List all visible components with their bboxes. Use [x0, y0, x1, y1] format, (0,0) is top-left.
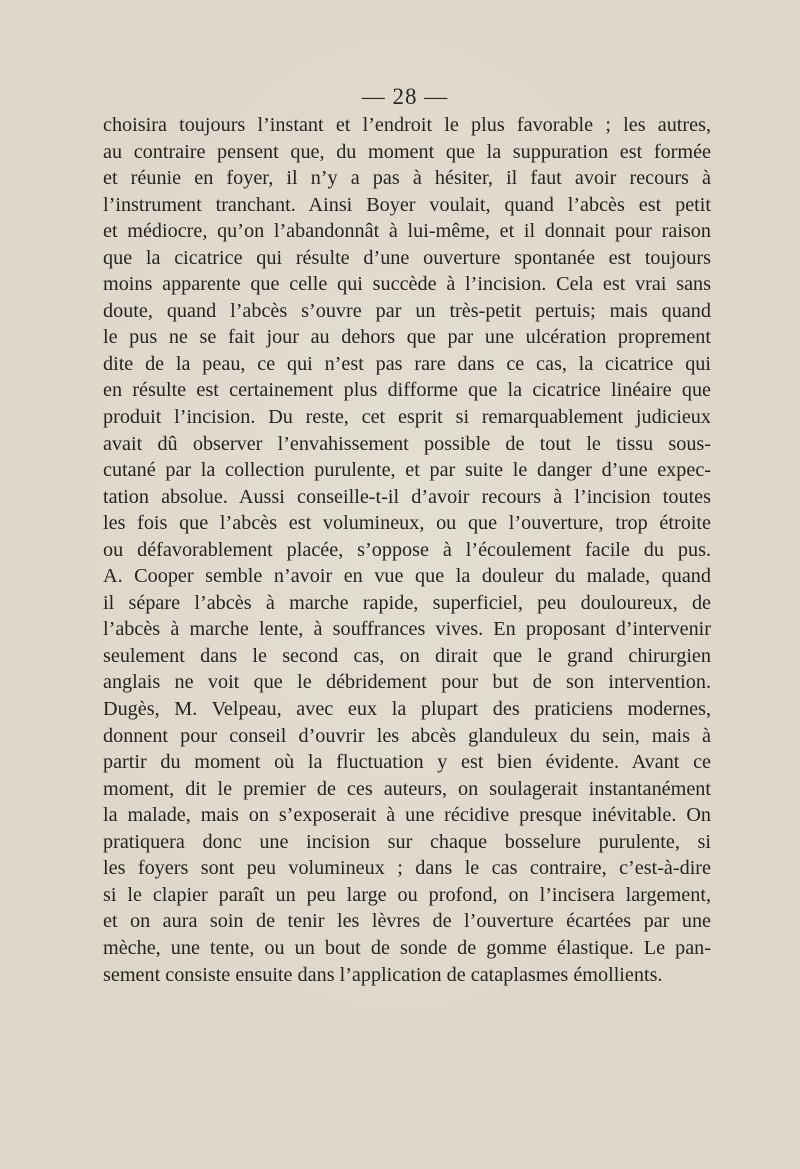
- text-line: produit l’incision. Du reste, cet esprit si remarquablement judicieux: [103, 406, 711, 429]
- text-line: l’abcès à marche lente, à souffrances vives. En proposant d’intervenir: [103, 618, 711, 641]
- text-line: dite de la peau, ce qui n’est pas rare dans ce cas, la cicatrice qui: [103, 352, 711, 375]
- text-line: et on aura soin de tenir les lèvres de l’ouverture écartées par une: [103, 910, 711, 933]
- text-line: A. Cooper semble n’avoir en vue que la douleur du malade, quand: [103, 565, 711, 588]
- page-number: — 28 —: [361, 84, 449, 109]
- text-line: les foyers sont peu volumineux ; dans le cas contraire, c’est-à-dire: [103, 857, 711, 880]
- text-line: en résulte est certainement plus difforme que la cicatrice linéaire que: [103, 379, 711, 402]
- text-line: cutané par la collection purulente, et par suite le danger d’une expec-: [103, 459, 711, 482]
- text-line: partir du moment où la fluctuation y est bien évidente. Avant ce: [103, 751, 711, 774]
- text-line: avait dû observer l’envahissement possible de tout le tissu sous-: [103, 432, 711, 455]
- text-line: et réunie en foyer, il n’y a pas à hésiter, il faut avoir recours à: [103, 167, 711, 190]
- text-line: choisira toujours l’instant et l’endroit le plus favorable ; les autres,: [103, 114, 711, 136]
- text-line: anglais ne voit que le débridement pour but de son intervention.: [103, 671, 711, 694]
- text-line: pratiquera donc une incision sur chaque bosselure purulente, si: [103, 830, 711, 853]
- text-line: sement consiste ensuite dans l’application de cataplasmes émollients.: [103, 963, 663, 986]
- text-line: donnent pour conseil d’ouvrir les abcès glanduleux du sein, mais à: [103, 724, 711, 747]
- text-line: et médiocre, qu’on l’abandonnât à lui-même, et il donnait pour raison: [103, 220, 711, 243]
- text-line: que la cicatrice qui résulte d’une ouverture spontanée est toujours: [103, 246, 711, 269]
- text-line: mèche, une tente, ou un bout de sonde de gomme élastique. Le pan-: [103, 936, 711, 959]
- body-text: [103, 112, 711, 988]
- text-line: l’instrument tranchant. Ainsi Boyer voulait, quand l’abcès est petit: [103, 193, 711, 216]
- text-line: les fois que l’abcès est volumineux, ou que l’ouverture, trop étroite: [103, 512, 711, 535]
- text-line: doute, quand l’abcès s’ouvre par un très-petit pertuis; mais quand: [103, 299, 711, 322]
- text-line: seulement dans le second cas, on dirait que le grand chirurgien: [103, 644, 711, 667]
- text-line: il sépare l’abcès à marche rapide, superficiel, peu douloureux, de: [103, 591, 711, 614]
- text-line: Dugès, M. Velpeau, avec eux la plupart des praticiens modernes,: [103, 698, 711, 721]
- text-line: le pus ne se fait jour au dehors que par une ulcération proprement: [103, 326, 711, 349]
- text-line: ou défavorablement placée, s’oppose à l’écoulement facile du pus.: [103, 538, 711, 561]
- text-line: si le clapier paraît un peu large ou profond, on l’incisera largement,: [103, 883, 711, 906]
- text-line: moins apparente que celle qui succède à l’incision. Cela est vrai sans: [103, 273, 711, 296]
- text-line: au contraire pensent que, du moment que la suppuration est formée: [103, 140, 711, 163]
- text-line: la malade, mais on s’exposerait à une récidive presque inévitable. On: [103, 804, 711, 827]
- text-line: moment, dit le premier de ces auteurs, on soulagerait instantanément: [103, 777, 711, 800]
- text-line: tation absolue. Aussi conseille-t-il d’avoir recours à l’incision toutes: [103, 485, 711, 508]
